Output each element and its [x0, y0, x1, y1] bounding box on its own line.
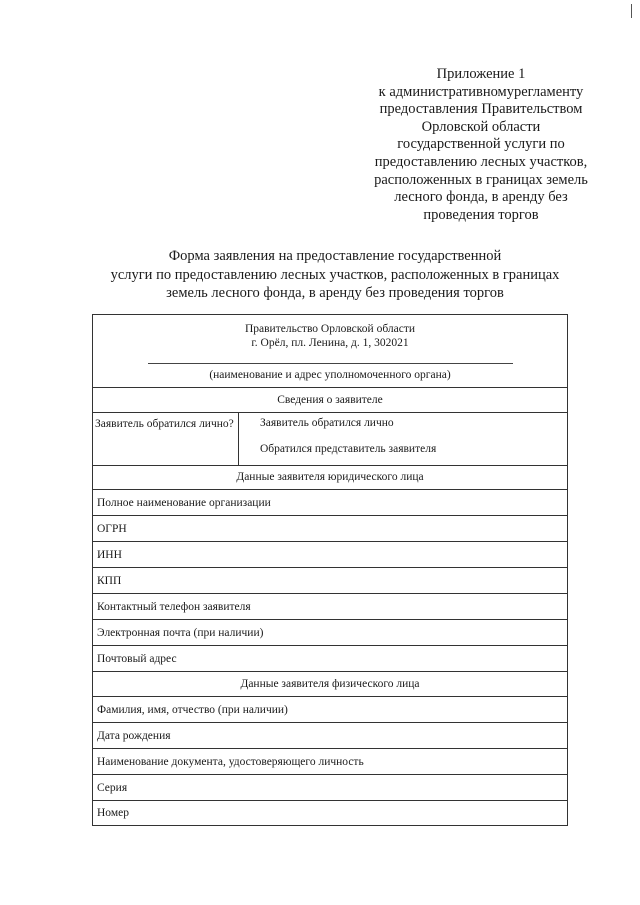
authority-address: г. Орёл, пл. Ленина, д. 1, 302021: [251, 337, 409, 349]
field-row-id-document[interactable]: [93, 749, 567, 775]
field-label-postal-address: Почтовый адрес: [97, 652, 177, 665]
field-row-ogrn[interactable]: [93, 516, 567, 542]
application-form-table: [92, 314, 568, 826]
field-row-number[interactable]: [93, 801, 567, 825]
legal-entity-heading-row: [93, 465, 567, 490]
applicant-question: Заявитель обратился лично?: [93, 413, 239, 465]
individual-heading: Данные заявителя физического лица: [240, 678, 420, 690]
applicant-section-heading: Сведения о заявителе: [277, 393, 383, 406]
field-row-inn[interactable]: [93, 542, 567, 568]
appendix-line: предоставлению лесных участков,: [374, 153, 588, 170]
field-label-ogrn: ОГРН: [97, 522, 127, 535]
applicant-personal-row: [93, 413, 567, 466]
field-row-org-name[interactable]: [93, 490, 567, 516]
field-label-email: Электронная почта (при наличии): [97, 626, 264, 639]
field-label-series: Серия: [97, 781, 128, 794]
authority-block: [93, 315, 567, 388]
authority-caption: (наименование и адрес уполномоченного органа): [209, 369, 451, 381]
applicant-section-heading-row: [93, 387, 567, 413]
appendix-line: Приложение 1: [436, 66, 526, 82]
field-label-phone: Контактный телефон заявителя: [97, 600, 251, 613]
appendix-header: [350, 66, 612, 224]
field-row-kpp[interactable]: [93, 568, 567, 594]
form-title-line: Форма заявления на предоставление государственной: [168, 248, 502, 264]
field-row-postal-address[interactable]: [93, 646, 567, 672]
form-title-line: земель лесного фонда, в аренду без проведения торгов: [166, 285, 504, 301]
option-applicant-representative[interactable]: Обратился представитель заявителя: [260, 443, 437, 455]
field-label-org-name: Полное наименование организации: [97, 496, 271, 509]
appendix-line: проведения торгов: [423, 206, 539, 223]
field-row-phone[interactable]: [93, 594, 567, 620]
individual-heading-row: [93, 672, 567, 697]
field-label-id-document: Наименование документа, удостоверяющего личность: [97, 755, 364, 768]
appendix-line: расположенных в границах земель: [374, 171, 588, 188]
field-row-series[interactable]: [93, 775, 567, 801]
field-label-inn: ИНН: [97, 548, 122, 561]
field-row-full-name[interactable]: [93, 697, 567, 723]
field-label-full-name: Фамилия, имя, отчество (при наличии): [97, 703, 288, 716]
authority-name: Правительство Орловской области: [244, 323, 416, 335]
appendix-line: к административномурегламенту: [378, 83, 584, 100]
appendix-line: Орловской области: [421, 118, 541, 135]
authority-underline: [148, 363, 513, 364]
option-applicant-personal[interactable]: Заявитель обратился лично: [260, 417, 394, 429]
appendix-line: лесного фонда, в аренду без: [394, 189, 568, 206]
field-row-email[interactable]: [93, 620, 567, 646]
appendix-line: государственной услуги по: [397, 136, 565, 153]
field-row-birth-date[interactable]: [93, 723, 567, 749]
field-label-kpp: КПП: [97, 574, 122, 587]
form-title: [90, 247, 580, 303]
form-title-line: услуги по предоставлению лесных участков, расположенных в границах: [110, 266, 560, 283]
legal-entity-heading: Данные заявителя юридического лица: [236, 471, 424, 483]
page-edge-mark: [631, 4, 638, 18]
field-label-birth-date: Дата рождения: [97, 729, 171, 742]
appendix-line: предоставления Правительством: [379, 101, 583, 118]
field-label-number: Номер: [97, 807, 129, 819]
